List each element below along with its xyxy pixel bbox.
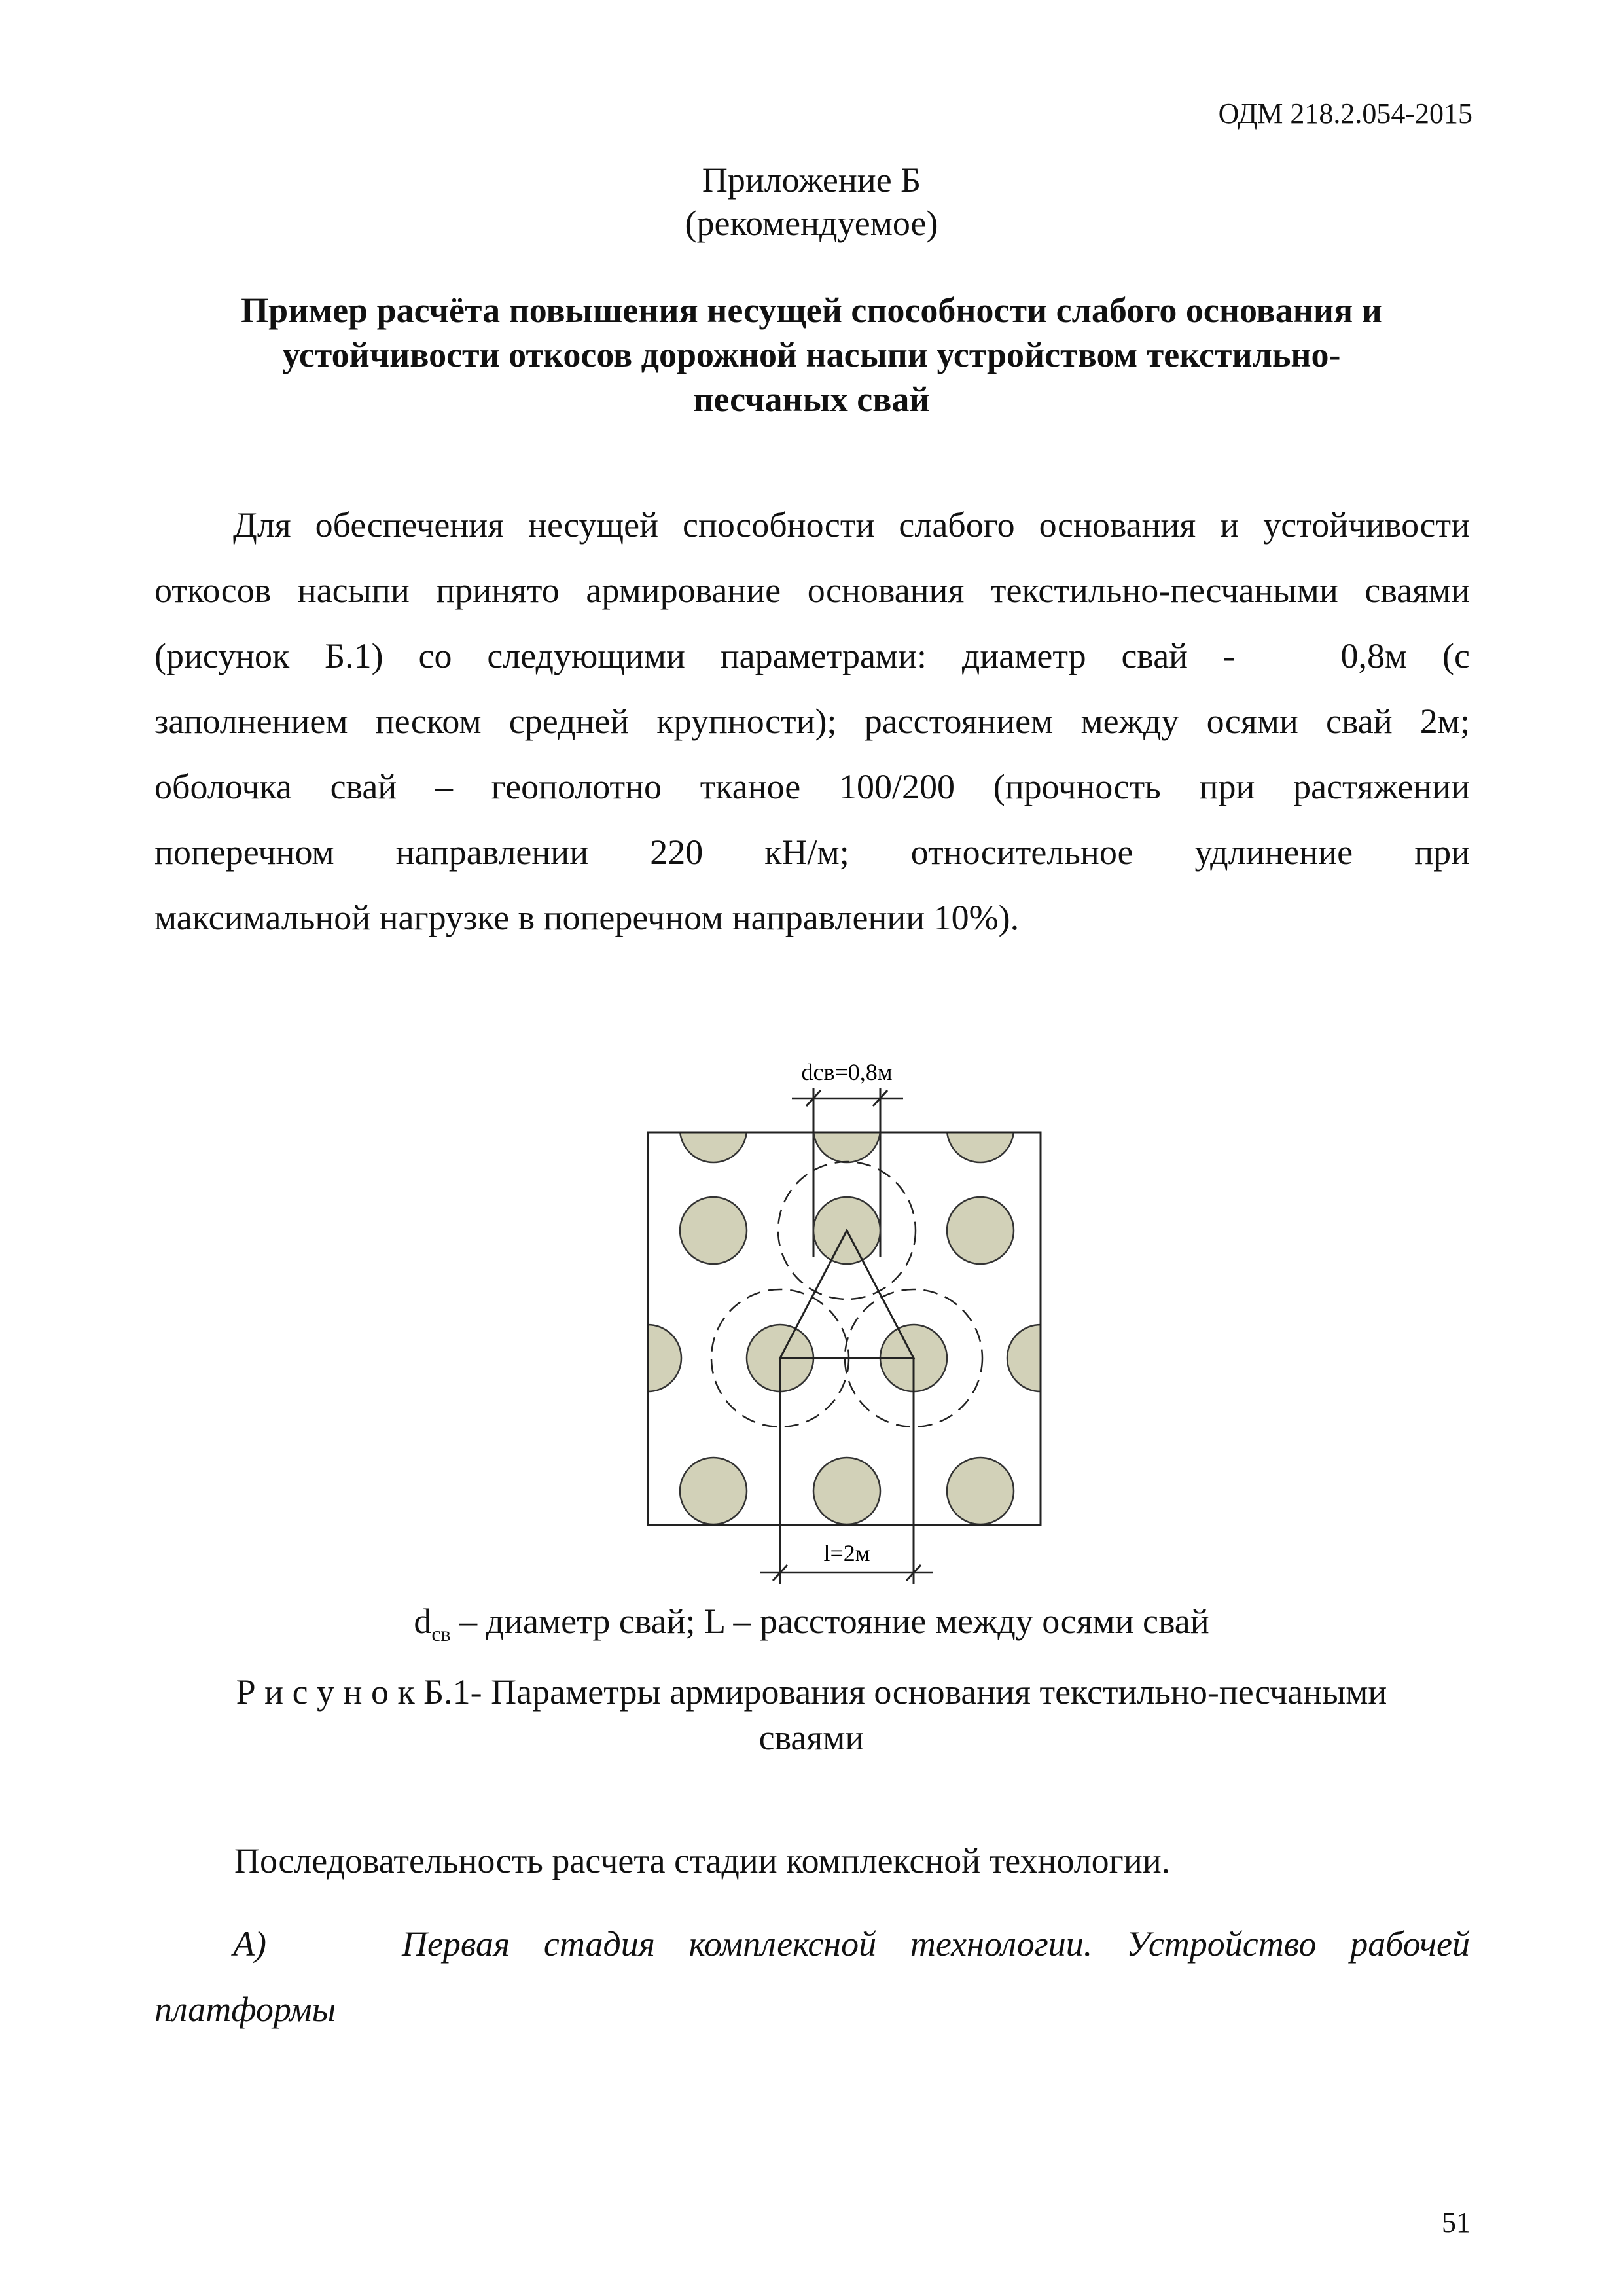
page-number: 51 — [1442, 2206, 1471, 2238]
caption-line-1: Р и с у н о к Б.1- Параметры армирования основания текстильно-песчаными — [236, 1672, 1387, 1712]
appendix-subtitle: (рекомендуемое) — [685, 204, 938, 243]
section-heading — [164, 288, 1459, 422]
heading-line-3: песчаных свай — [693, 380, 930, 419]
intro-line-7: максимальной нагрузке в поперечном направлении 10%). — [154, 898, 1020, 937]
caption-line-2: сваями — [758, 1718, 865, 1757]
heading-line-1: Пример расчёта повышения несущей способности слабого основания и — [241, 291, 1382, 330]
intro-line-6: поперечном направлении 220 кН/м; относительное удлинение при — [154, 833, 1470, 872]
intro-line-1: Для обеспечения несущей способности слабого основания и устойчивости — [233, 505, 1470, 545]
heading-line-2: устойчивости откосов дорожной насыпи устройством текстильно- — [282, 335, 1341, 374]
appendix-title: Приложение Б — [702, 160, 921, 200]
intro-line-5: оболочка свай – геополотно тканое 100/200 (прочность при растяжении — [154, 767, 1470, 806]
intro-line-3: (рисунок Б.1) со следующими параметрами: диаметр свай - 0,8м (с — [154, 636, 1470, 675]
pile-top-center-partial — [813, 1096, 880, 1162]
stage-a-line-1: А) Первая стадия комплексной технологии. Устройство рабочей — [233, 1924, 1470, 1964]
intro-line-2: откосов насыпи принято армирование основания текстильно-песчаными сваями — [154, 571, 1470, 610]
pile-top-right-partial — [947, 1096, 1014, 1162]
intro-line-4: заполнением песком средней крупности); расстоянием между осями свай 2м; — [154, 702, 1470, 741]
legend-symbol-subscript: св — [431, 1621, 451, 1645]
spacing-label: l=2м — [823, 1540, 870, 1566]
pile-layout-figure — [615, 1021, 1073, 1584]
figure-caption — [0, 1669, 1623, 1761]
pile — [813, 1458, 880, 1524]
pile-top-left-partial — [680, 1096, 747, 1162]
pile — [947, 1458, 1014, 1524]
legend-symbol: d — [414, 1602, 432, 1641]
intro-paragraph — [154, 492, 1470, 950]
sequence-text: Последовательность расчета стадии комплексной технологии. — [234, 1841, 1171, 1880]
stage-a-paragraph — [154, 1911, 1470, 2042]
figure-legend — [0, 1598, 1623, 1657]
pile — [680, 1197, 747, 1264]
piles-group — [615, 1096, 1073, 1524]
legend-text: – диаметр свай; L – расстояние между осями свай — [450, 1602, 1209, 1641]
document-code: ОДМ 218.2.054-2015 — [1218, 98, 1472, 130]
stage-a-line-2: платформы — [154, 1990, 336, 2029]
diameter-label: dсв=0,8м — [801, 1059, 893, 1085]
pile — [680, 1458, 747, 1524]
pile — [947, 1197, 1014, 1264]
